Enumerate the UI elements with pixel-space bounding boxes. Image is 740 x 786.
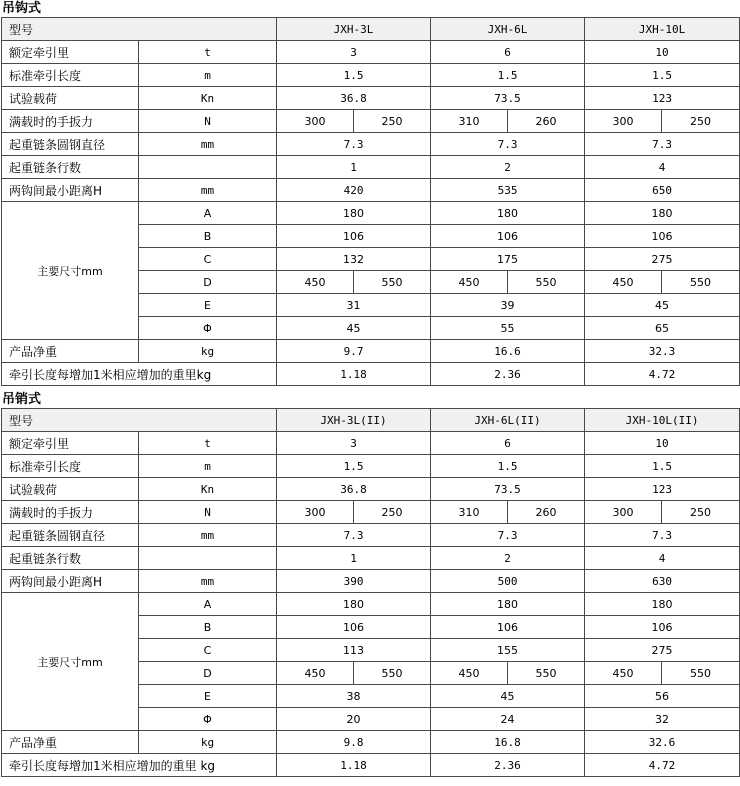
dim-label: D — [139, 662, 277, 685]
param-value: 300 — [585, 501, 662, 524]
param-label: 起重链条行数 — [2, 156, 139, 179]
param-value: 10 — [585, 41, 740, 64]
table-row — [2, 478, 740, 501]
param-value: 73.5 — [431, 478, 585, 501]
param-value: 36.8 — [277, 87, 431, 110]
param-unit: mm — [139, 570, 277, 593]
param-value: 3 — [277, 432, 431, 455]
param-value: 180 — [431, 202, 585, 225]
param-value: 106 — [277, 616, 431, 639]
param-value: 73.5 — [431, 87, 585, 110]
param-unit: m — [139, 64, 277, 87]
param-value: 24 — [431, 708, 585, 731]
param-value: 300 — [585, 110, 662, 133]
param-value: 650 — [585, 179, 740, 202]
param-value: 20 — [277, 708, 431, 731]
table-row — [2, 179, 740, 202]
table-row — [2, 156, 740, 179]
param-label: 两钩间最小距离H — [2, 179, 139, 202]
table-row — [2, 524, 740, 547]
param-value: 180 — [431, 593, 585, 616]
dim-label: B — [139, 616, 277, 639]
param-value: 45 — [277, 317, 431, 340]
table-row — [2, 87, 740, 110]
dim-label: A — [139, 593, 277, 616]
param-value: 106 — [431, 616, 585, 639]
param-value: 2 — [431, 156, 585, 179]
param-value: 123 — [585, 478, 740, 501]
section-title: 吊销式 — [2, 392, 42, 407]
dims-group-label: 主要尺寸mm — [2, 593, 139, 731]
param-value: 4.72 — [585, 754, 740, 777]
param-value: 1.5 — [431, 64, 585, 87]
param-value: 1.18 — [277, 754, 431, 777]
param-value: 1 — [277, 547, 431, 570]
param-unit: Kn — [139, 87, 277, 110]
param-value: 32.3 — [585, 340, 740, 363]
table-row — [2, 363, 740, 386]
param-label: 起重链条行数 — [2, 547, 139, 570]
param-value: 38 — [277, 685, 431, 708]
param-label: 试验载荷 — [2, 87, 139, 110]
table-row — [2, 432, 740, 455]
model-name: JXH-6L — [431, 18, 585, 41]
dim-label: C — [139, 248, 277, 271]
param-value: 1.5 — [585, 455, 740, 478]
param-value: 7.3 — [431, 133, 585, 156]
param-value: 106 — [431, 225, 585, 248]
param-unit: kg — [139, 340, 277, 363]
param-value: 16.8 — [431, 731, 585, 754]
param-value: 16.6 — [431, 340, 585, 363]
table-row — [2, 455, 740, 478]
param-value: 7.3 — [431, 524, 585, 547]
param-value: 550 — [354, 662, 431, 685]
param-value: 1.5 — [585, 64, 740, 87]
model-header-label: 型号 — [2, 409, 277, 432]
param-value: 310 — [431, 110, 508, 133]
model-name: JXH-10L(II) — [585, 409, 740, 432]
param-value: 1.5 — [277, 64, 431, 87]
param-label: 额定牵引里 — [2, 432, 139, 455]
table-row — [2, 340, 740, 363]
param-label: 起重链条圆钢直径 — [2, 524, 139, 547]
param-value: 450 — [431, 271, 508, 294]
param-value: 390 — [277, 570, 431, 593]
param-value: 500 — [431, 570, 585, 593]
param-value: 32 — [585, 708, 740, 731]
dim-label: E — [139, 294, 277, 317]
param-value: 300 — [277, 501, 354, 524]
param-value: 250 — [354, 501, 431, 524]
param-value: 450 — [585, 271, 662, 294]
dims-group-label: 主要尺寸mm — [2, 202, 139, 340]
param-label: 产品净重 — [2, 340, 139, 363]
param-value: 260 — [508, 501, 585, 524]
param-label: 标准牵引长度 — [2, 64, 139, 87]
param-value: 155 — [431, 639, 585, 662]
param-value: 4.72 — [585, 363, 740, 386]
param-value: 9.7 — [277, 340, 431, 363]
param-value: 550 — [662, 271, 740, 294]
table-row — [2, 202, 740, 225]
param-value: 7.3 — [277, 133, 431, 156]
param-value: 420 — [277, 179, 431, 202]
param-value: 275 — [585, 248, 740, 271]
param-value: 2.36 — [431, 754, 585, 777]
param-value: 9.8 — [277, 731, 431, 754]
param-value: 275 — [585, 639, 740, 662]
param-value: 4 — [585, 547, 740, 570]
param-label: 额定牵引里 — [2, 41, 139, 64]
param-value: 550 — [354, 271, 431, 294]
model-name: JXH-3L — [277, 18, 431, 41]
param-value: 1.5 — [277, 455, 431, 478]
param-value: 7.3 — [585, 524, 740, 547]
param-value: 132 — [277, 248, 431, 271]
param-value: 32.6 — [585, 731, 740, 754]
param-value: 39 — [431, 294, 585, 317]
param-unit: mm — [139, 524, 277, 547]
param-value: 450 — [277, 271, 354, 294]
model-name: JXH-6L(II) — [431, 409, 585, 432]
table-row — [2, 41, 740, 64]
dim-label: A — [139, 202, 277, 225]
param-value: 31 — [277, 294, 431, 317]
table-row — [2, 731, 740, 754]
dim-label: B — [139, 225, 277, 248]
param-value: 1 — [277, 156, 431, 179]
table-row — [2, 110, 740, 133]
table-header-row — [2, 18, 740, 41]
param-value: 250 — [354, 110, 431, 133]
table-row — [2, 593, 740, 616]
param-unit: m — [139, 455, 277, 478]
param-label: 产品净重 — [2, 731, 139, 754]
param-value: 7.3 — [585, 133, 740, 156]
param-unit: N — [139, 501, 277, 524]
param-value: 106 — [585, 616, 740, 639]
param-label: 牵引长度每增加1米相应增加的重里kg — [2, 363, 277, 386]
param-value: 250 — [662, 110, 740, 133]
model-name: JXH-10L — [585, 18, 740, 41]
param-value: 550 — [662, 662, 740, 685]
param-value: 180 — [585, 593, 740, 616]
param-unit — [139, 547, 277, 570]
param-value: 550 — [508, 662, 585, 685]
param-value: 180 — [585, 202, 740, 225]
param-unit: t — [139, 41, 277, 64]
spec-table — [1, 408, 740, 777]
param-value: 250 — [662, 501, 740, 524]
dim-label: E — [139, 685, 277, 708]
param-label: 牵引长度每增加1米相应增加的重里 kg — [2, 754, 277, 777]
dim-label: D — [139, 271, 277, 294]
table-row — [2, 133, 740, 156]
param-value: 4 — [585, 156, 740, 179]
section1-section — [0, 0, 740, 386]
dim-label: Φ — [139, 708, 277, 731]
param-unit: N — [139, 110, 277, 133]
param-value: 36.8 — [277, 478, 431, 501]
model-name: JXH-3L(II) — [277, 409, 431, 432]
param-unit: kg — [139, 731, 277, 754]
param-unit: mm — [139, 179, 277, 202]
model-header-label: 型号 — [2, 18, 277, 41]
param-value: 106 — [585, 225, 740, 248]
param-label: 满载时的手扳力 — [2, 110, 139, 133]
param-value: 180 — [277, 202, 431, 225]
param-value: 65 — [585, 317, 740, 340]
param-label: 满载时的手扳力 — [2, 501, 139, 524]
param-value: 1.5 — [431, 455, 585, 478]
param-value: 45 — [585, 294, 740, 317]
param-value: 113 — [277, 639, 431, 662]
param-value: 450 — [585, 662, 662, 685]
table-row — [2, 547, 740, 570]
param-value: 2 — [431, 547, 585, 570]
table-row — [2, 570, 740, 593]
param-value: 630 — [585, 570, 740, 593]
param-value: 55 — [431, 317, 585, 340]
param-value: 310 — [431, 501, 508, 524]
param-unit: Kn — [139, 478, 277, 501]
param-label: 标准牵引长度 — [2, 455, 139, 478]
param-value: 300 — [277, 110, 354, 133]
dim-label: C — [139, 639, 277, 662]
param-value: 3 — [277, 41, 431, 64]
param-value: 450 — [277, 662, 354, 685]
param-unit: mm — [139, 133, 277, 156]
param-value: 106 — [277, 225, 431, 248]
spec-table — [1, 17, 740, 386]
param-value: 6 — [431, 41, 585, 64]
param-value: 180 — [277, 593, 431, 616]
param-value: 175 — [431, 248, 585, 271]
table-row — [2, 754, 740, 777]
param-label: 起重链条圆钢直径 — [2, 133, 139, 156]
table-row — [2, 64, 740, 87]
param-value: 45 — [431, 685, 585, 708]
param-value: 56 — [585, 685, 740, 708]
param-value: 450 — [431, 662, 508, 685]
param-label: 试验载荷 — [2, 478, 139, 501]
param-unit — [139, 156, 277, 179]
param-value: 550 — [508, 271, 585, 294]
param-value: 7.3 — [277, 524, 431, 547]
param-value: 260 — [508, 110, 585, 133]
dim-label: Φ — [139, 317, 277, 340]
section-title: 吊钩式 — [2, 1, 42, 16]
param-unit: t — [139, 432, 277, 455]
param-label: 两钩间最小距离H — [2, 570, 139, 593]
section2-section — [0, 391, 740, 777]
param-value: 535 — [431, 179, 585, 202]
table-row — [2, 501, 740, 524]
param-value: 1.18 — [277, 363, 431, 386]
param-value: 123 — [585, 87, 740, 110]
param-value: 2.36 — [431, 363, 585, 386]
table-header-row — [2, 409, 740, 432]
param-value: 10 — [585, 432, 740, 455]
param-value: 6 — [431, 432, 585, 455]
